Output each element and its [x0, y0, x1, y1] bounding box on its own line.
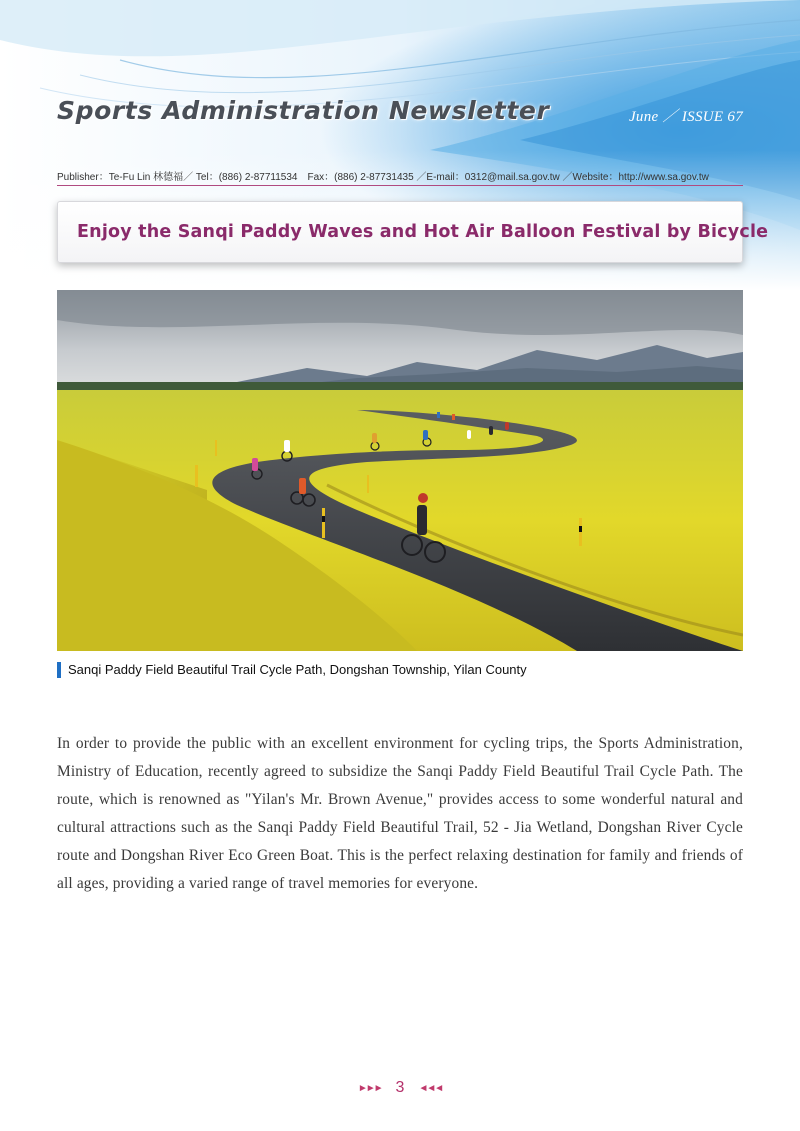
caption-marker	[57, 662, 61, 678]
page-number: 3	[395, 1079, 405, 1096]
issue-label: June ／ ISSUE 67	[628, 109, 743, 125]
photo-caption: Sanqi Paddy Field Beautiful Trail Cycle Path, Dongshan Township, Yilan County	[68, 662, 527, 677]
publisher-divider	[57, 185, 743, 186]
article-photo	[57, 290, 743, 651]
page-footer	[0, 1077, 800, 1099]
article-body: In order to provide the public with an excellent environment for cycling trips, the Sports Administration, Ministry of Education, recently agreed to subsidize the Sanqi Paddy Field Beautiful Trail Cycle Path. The route, which is renowned as "Yilan's Mr. Brown Avenue," provides access to some wonderful natural and cultural attractions such as the Sanqi Paddy Field Beautiful Trail, 52 - Jia Wetland, Dongshan River Cycle route and Dongshan River Eco Green Boat. This is the perfect relaxing destination for family and friends of all ages, providing a varied range of travel memories for everyone.	[57, 735, 743, 892]
headline-banner	[57, 201, 769, 263]
left-arrows-icon: ►►►	[357, 1082, 382, 1094]
paddy-field-cycle-path-photo	[57, 290, 743, 651]
article-headline: Enjoy the Sanqi Paddy Waves and Hot Air Balloon Festival by Bicycle	[77, 222, 769, 242]
right-arrows-icon: ◄◄◄	[418, 1082, 443, 1094]
publisher-info: Publisher：Te-Fu Lin 林德福／ Tel：(886) 2-87711534 Fax：(886) 2-87731435 ／E-mail：0312@mail.sa.gov.tw ／Website：http://www.sa.gov.tw	[57, 172, 709, 183]
newsletter-title: Sports Administration Newsletter	[57, 96, 550, 125]
